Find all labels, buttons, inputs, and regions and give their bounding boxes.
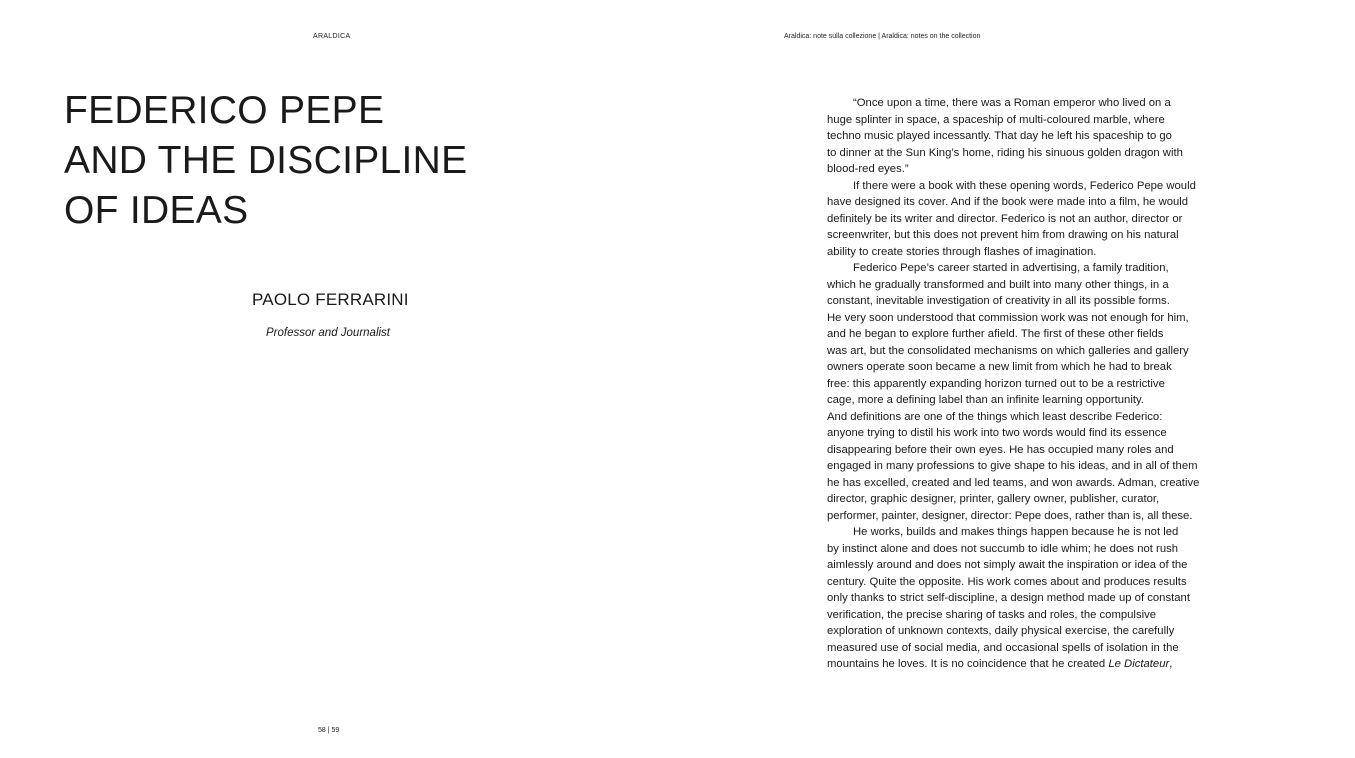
body-line: blood-red eyes.”: [827, 163, 909, 175]
body-line: have designed its cover. And if the book were made into a film, he would: [827, 196, 1189, 208]
body-line: If there were a book with these opening words, Federico Pepe would: [853, 179, 1196, 192]
page-numbers: 58 | 59: [318, 727, 340, 734]
body-line: owners operate soon became a new limit from which he had to break: [827, 361, 1172, 373]
body-line: He very soon understood that commission work was not enough for him,: [827, 311, 1189, 324]
body-line: “Once upon a time, there was a Roman emperor who lived on a: [853, 97, 1171, 109]
author-role: Professor and Journalist: [266, 327, 391, 339]
body-line: ability to create stories through flashes of imagination.: [827, 245, 1097, 258]
title-line: AND THE DISCIPLINE: [64, 139, 468, 182]
italic-title: Le Dictateur: [1108, 658, 1170, 670]
body-line: was art, but the consolidated mechanisms on which galleries and gallery: [827, 344, 1189, 357]
body-line: performer, painter, designer, director: Pepe does, rather than is, all these.: [827, 509, 1193, 522]
running-head-left: ARALDICA: [313, 33, 351, 40]
body-line: director, graphic designer, printer, gallery owner, publisher, curator,: [827, 493, 1160, 505]
title-line: FEDERICO PEPE: [64, 89, 385, 132]
body-line: free: this apparently expanding horizon turned out to be a restrictive: [827, 377, 1165, 390]
body-line: measured use of social media, and occasional spells of isolation in the: [827, 641, 1179, 654]
body-line: verification, the precise sharing of tasks and roles, the compulsive: [827, 608, 1157, 621]
body-line: he has excelled, created and led teams, and won awards. Adman, creative: [827, 476, 1200, 489]
author-name: PAOLO FERRARINI: [252, 290, 409, 309]
body-line: aimlessly around and does not simply await the inspiration or idea of the: [827, 559, 1188, 571]
body-line-text: mountains he loves. It is no coincidence that he created: [827, 658, 1106, 670]
article-title: [64, 86, 564, 236]
body-line: century. Quite the opposite. His work comes about and produces results: [827, 575, 1187, 588]
body-line: and he began to explore further afield. The first of these other fields: [827, 328, 1164, 340]
body-line: screenwriter, but this does not prevent him from drawing on his natural: [827, 229, 1179, 241]
body-line: engaged in many professions to give shape to his ideas, and in all of them: [827, 460, 1198, 472]
running-head-right: Araldica: note sulla collezione | Araldica: notes on the collection: [784, 33, 981, 40]
body-line-punctuation: ,: [1169, 658, 1173, 670]
body-line: to dinner at the Sun King’s home, riding his sinuous golden dragon with: [827, 146, 1183, 159]
body-line: He works, builds and makes things happen because he is not led: [853, 526, 1179, 538]
body-line: cage, more a defining label than an infinite learning opportunity.: [827, 394, 1144, 406]
article-body: [827, 95, 1227, 673]
body-line: constant, inevitable investigation of creativity in all its possible forms.: [827, 295, 1170, 307]
body-line: exploration of unknown contexts, daily physical exercise, the carefully: [827, 625, 1175, 637]
body-line: huge splinter in space, a spaceship of multi-coloured marble, where: [827, 113, 1165, 126]
body-line: Federico Pepe’s career started in advertising, a family tradition,: [853, 262, 1169, 274]
body-line: by instinct alone and does not succumb to idle whim; he does not rush: [827, 542, 1179, 555]
title-line: OF IDEAS: [64, 189, 249, 232]
body-line: techno music played incessantly. That day he left his spaceship to go: [827, 130, 1172, 142]
body-line: And definitions are one of the things which least describe Federico:: [827, 410, 1163, 423]
body-line: disappearing before their own eyes. He has occupied many roles and: [827, 443, 1174, 456]
body-line: only thanks to strict self-discipline, a design method made up of constant: [827, 592, 1190, 604]
body-line-last: [827, 656, 1227, 673]
body-line: which he gradually transformed and built into many other things, in a: [827, 278, 1169, 291]
body-line: definitely be its writer and director. Federico is not an author, director or: [827, 212, 1183, 225]
body-line: anyone trying to distil his work into two words would find its essence: [827, 427, 1167, 439]
